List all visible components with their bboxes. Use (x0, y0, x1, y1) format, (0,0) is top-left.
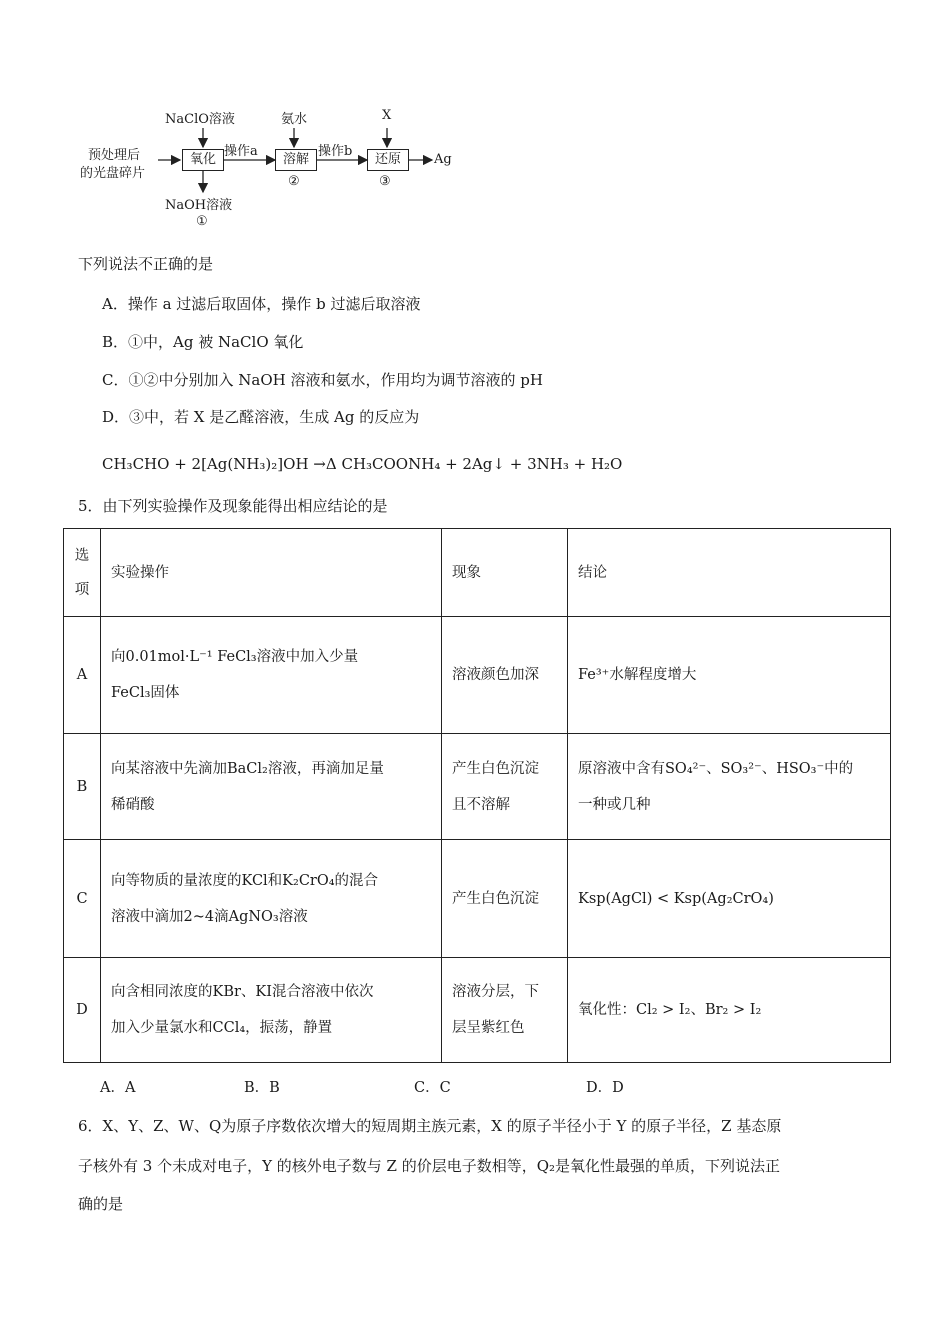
row-a-option: A (64, 617, 101, 734)
flow-box-dissolve: 溶解 (275, 149, 317, 171)
table-row (64, 958, 891, 1063)
experiment-table (63, 528, 891, 1063)
flow-marker-1: ① (196, 214, 208, 229)
row-c-operation-line2: 溶液中滴加2~4滴AgNO₃溶液 (111, 908, 308, 925)
flow-reagent-x: X (382, 108, 392, 123)
q5-choice-c: C．C (414, 1080, 451, 1096)
row-d-phenomenon-line1: 溶液分层，下 (452, 984, 539, 1000)
flow-op-b: 操作b (318, 144, 353, 159)
row-c-conclusion: Ksp(AgCl) < Ksp(Ag₂CrO₄) (568, 840, 891, 958)
flow-start-label-1: 预处理后 (88, 148, 141, 163)
flow-marker-2: ② (288, 174, 300, 189)
row-c-operation (101, 840, 442, 958)
flow-reagent-naoh: NaOH溶液 (165, 198, 233, 213)
row-b-phenomenon (442, 734, 568, 840)
flow-marker-3: ③ (379, 174, 391, 189)
q4-option-d: D．③中，若 X 是乙醛溶液，生成 Ag 的反应为 (102, 408, 420, 426)
row-b-phenomenon-line1: 产生白色沉淀 (452, 760, 539, 777)
q5-choices (100, 1076, 660, 1098)
row-a-phenomenon: 溶液颜色加深 (442, 617, 568, 734)
header-option (64, 529, 101, 617)
header-phenomenon: 现象 (442, 529, 568, 617)
row-b-operation (101, 734, 442, 840)
table-row (64, 840, 891, 958)
row-d-conclusion: 氧化性：Cl₂ > I₂、Br₂ > I₂ (568, 958, 891, 1063)
q5-choice-b: B．B (244, 1080, 280, 1096)
row-d-option: D (64, 958, 101, 1063)
q4-stem: 下列说法不正确的是 (78, 255, 214, 273)
table-row (64, 617, 891, 734)
header-operation: 实验操作 (101, 529, 442, 617)
header-option-line1: 选 (74, 547, 90, 564)
row-a-conclusion: Fe³⁺水解程度增大 (568, 617, 891, 734)
q4-equation: CH₃CHO + 2[Ag(NH₃)₂]OH →Δ CH₃COONH₄ + 2Ag↓ + 3NH₃ + H₂O (102, 455, 623, 473)
row-b-conclusion-line1: 原溶液中含有SO₄²⁻、SO₃²⁻、HSO₃⁻中的 (578, 760, 854, 777)
flow-box-reduction: 还原 (367, 149, 409, 171)
q4-option-b: B．①中，Ag 被 NaClO 氧化 (102, 333, 304, 351)
q6-line1: 6．X、Y、Z、W、Q为原子序数依次增大的短周期主族元素，X 的原子半径小于 Y 的原子半径，Z 基态原 (78, 1117, 782, 1135)
table-header-row (64, 529, 891, 617)
flow-start-label-2: 的光盘碎片 (80, 166, 146, 181)
q5-choice-d: D．D (586, 1080, 624, 1096)
row-c-operation-line1: 向等物质的量浓度的KCl和K₂CrO₄的混合 (111, 872, 379, 889)
row-d-phenomenon (442, 958, 568, 1063)
row-c-option: C (64, 840, 101, 958)
row-d-operation-line2: 加入少量氯水和CCl₄，振荡，静置 (111, 1020, 333, 1036)
row-a-operation-line2: FeCl₃固体 (111, 685, 180, 701)
flow-op-a: 操作a (224, 144, 258, 159)
q6-line3: 确的是 (78, 1195, 124, 1213)
row-d-operation (101, 958, 442, 1063)
row-b-option: B (64, 734, 101, 840)
q5-stem: 5．由下列实验操作及现象能得出相应结论的是 (78, 497, 388, 515)
row-b-operation-line1: 向某溶液中先滴加BaCl₂溶液，再滴加足量 (111, 760, 384, 777)
row-a-operation-line1: 向0.01mol·L⁻¹ FeCl₃溶液中加入少量 (111, 649, 359, 665)
row-c-phenomenon: 产生白色沉淀 (442, 840, 568, 958)
flow-reagent-ammonia: 氨水 (281, 112, 308, 127)
table-row (64, 734, 891, 840)
q4-option-a: A．操作 a 过滤后取固体，操作 b 过滤后取溶液 (102, 295, 421, 313)
row-b-phenomenon-line2: 且不溶解 (452, 796, 510, 813)
row-b-conclusion (568, 734, 891, 840)
flow-reagent-naclo: NaClO溶液 (165, 112, 235, 127)
process-flowchart (70, 100, 490, 240)
row-b-operation-line2: 稀硝酸 (111, 796, 155, 813)
row-a-operation (101, 617, 442, 734)
q5-choice-a: A．A (100, 1080, 136, 1096)
row-b-conclusion-line2: 一种或几种 (578, 796, 651, 813)
flow-box-oxidation: 氧化 (182, 149, 224, 171)
row-d-operation-line1: 向含相同浓度的KBr、KI混合溶液中依次 (111, 984, 374, 1000)
q4-option-c: C．①②中分别加入 NaOH 溶液和氨水，作用均为调节溶液的 pH (102, 371, 543, 389)
header-option-line2: 项 (74, 581, 90, 598)
row-d-phenomenon-line2: 层呈紫红色 (452, 1020, 525, 1036)
flow-product-ag: Ag (434, 152, 452, 167)
header-conclusion: 结论 (568, 529, 891, 617)
q6-line2: 子核外有 3 个未成对电子，Y 的核外电子数与 Z 的价层电子数相等，Q₂是氧化性最强的单质，下列说法正 (78, 1157, 781, 1175)
